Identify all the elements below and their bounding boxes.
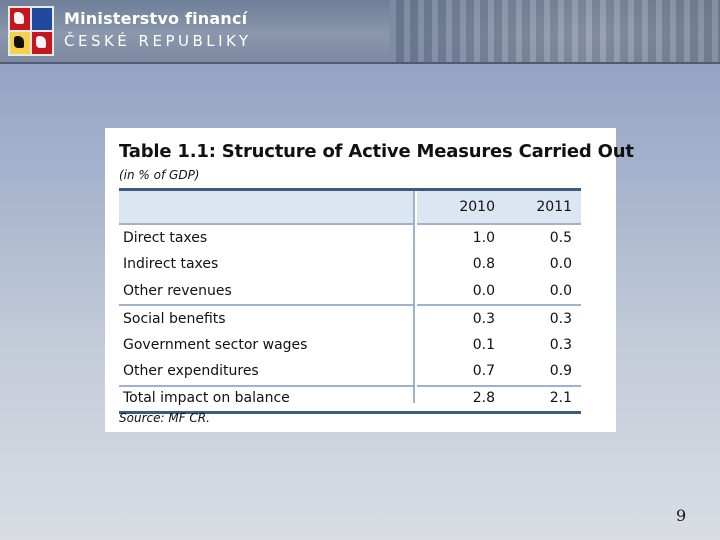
row-label: Other expenditures	[123, 363, 259, 380]
cell-2011: 0.3	[549, 310, 572, 327]
cell-2010: 0.3	[472, 310, 495, 327]
column-divider	[413, 191, 417, 403]
column-header-2010: 2010	[459, 199, 495, 215]
coat-of-arms-icon	[8, 6, 54, 56]
emblem-quadrant	[32, 8, 52, 30]
building-photo	[390, 0, 720, 62]
table-row	[119, 306, 581, 332]
republic-name: ČESKÉ REPUBLIKY	[64, 32, 252, 50]
table-card	[105, 128, 634, 432]
total-row	[119, 385, 581, 414]
measures-table	[119, 188, 581, 414]
row-label: Total impact on balance	[123, 389, 290, 406]
table-row	[119, 358, 581, 384]
row-label: Social benefits	[123, 310, 226, 327]
cell-2010: 0.8	[472, 256, 495, 273]
column-header-2011: 2011	[536, 199, 572, 215]
cell-2011: 0.9	[549, 363, 572, 380]
row-label: Indirect taxes	[123, 256, 219, 273]
row-label: Other revenues	[123, 282, 232, 299]
emblem-quadrant	[10, 8, 30, 30]
ministry-name: Ministerstvo financí	[64, 9, 248, 28]
table-title: Table 1.1: Structure of Active Measures Carried Out	[119, 141, 634, 162]
cell-2011: 2.1	[549, 389, 572, 406]
table-row	[119, 251, 581, 277]
header-banner	[0, 0, 720, 64]
cell-2010: 2.8	[472, 389, 495, 406]
emblem-quadrant	[10, 32, 30, 54]
table-row	[119, 225, 581, 251]
row-label: Direct taxes	[123, 230, 208, 246]
cell-2010: 1.0	[472, 230, 495, 246]
row-label: Government sector wages	[123, 337, 308, 354]
page-number: 9	[676, 506, 687, 525]
table-source: Source: MF CR.	[119, 411, 210, 425]
table-row	[119, 278, 581, 306]
cell-2011: 0.3	[549, 337, 572, 354]
cell-2010: 0.1	[472, 337, 495, 354]
table-header-row	[119, 188, 581, 225]
table-row	[119, 332, 581, 358]
emblem-quadrant	[32, 32, 52, 54]
cell-2010: 0.7	[472, 363, 495, 380]
cell-2011: 0.5	[549, 230, 572, 246]
cell-2010: 0.0	[472, 282, 495, 299]
cell-2011: 0.0	[549, 282, 572, 299]
table-subtitle: (in % of GDP)	[119, 168, 200, 182]
cell-2011: 0.0	[549, 256, 572, 273]
